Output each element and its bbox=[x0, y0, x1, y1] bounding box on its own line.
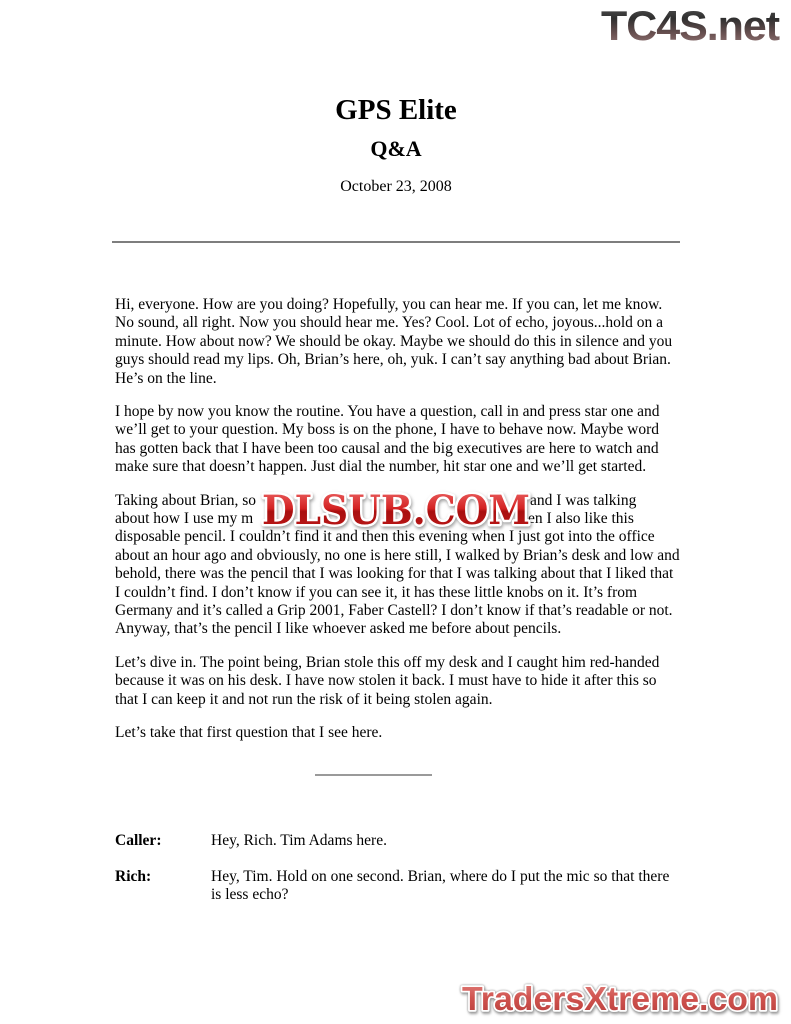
line-fragment-right: en I also like this bbox=[528, 510, 634, 528]
dialogue-section bbox=[115, 832, 681, 922]
section-divider bbox=[315, 774, 432, 776]
speaker-label: Caller: bbox=[115, 832, 162, 849]
document-title: GPS Elite bbox=[335, 94, 457, 126]
paragraph: I hope by now you know the routine. You have a question, call in and press star one and we’ll get to your question. My boss is on the phone, I have to behave now. Maybe word has gotten back that I have been too causal and the big executives are here to watch and make sure that doesn’t happen. Just dial the number, hit star one and we’ll get started. bbox=[115, 403, 660, 476]
dialogue-text bbox=[211, 868, 681, 905]
document-subtitle: Q&A bbox=[370, 136, 422, 161]
speaker-label: Rich: bbox=[115, 868, 152, 885]
dlsub-watermark-text: DLSUB.COM bbox=[262, 487, 530, 534]
tc4s-logo-text: TC4S.net bbox=[601, 2, 781, 49]
document-date: October 23, 2008 bbox=[340, 178, 452, 195]
line-fragment-right: and I was talking bbox=[530, 491, 637, 509]
header-divider bbox=[112, 241, 680, 243]
dlsub-watermark bbox=[250, 483, 542, 537]
line-fragment-left: Taking about Brian, so bbox=[115, 491, 256, 509]
dialogue-line: is less echo? bbox=[211, 886, 289, 904]
tc4s-logo bbox=[595, 2, 785, 50]
line-fragment-left: about how I use my m bbox=[115, 510, 254, 528]
tradersxtreme-logo-text: TradersXtreme.com bbox=[462, 980, 778, 1017]
paragraph: Let’s take that first question that I see here. bbox=[115, 724, 383, 742]
dialogue-line: Hey, Tim. Hold on one second. Brian, where do I put the mic so that there bbox=[211, 868, 670, 885]
paragraph: Hi, everyone. How are you doing? Hopefully, you can hear me. If you can, let me know. No sound, all right. Now you should hear me. Yes? Cool. Lot of echo, joyous...hold on a minute. How about now? We should be okay. Maybe we should do this in silence and you guys should read my lips. Oh, Brian’s here, oh, yuk. I can’t say anything bad about Brian. He’s on the line. bbox=[115, 296, 673, 387]
dialogue-line: Hey, Rich. Tim Adams here. bbox=[211, 832, 387, 849]
paragraph: disposable pencil. I couldn’t find it and then this evening when I just got into the office about an hour ago and obviously, no one is here still, I walked by Brian’s desk and low and behold, there was the pencil that I was looking for that I was talking about that I liked that I couldn’t find. I don’t know if you can see it, it has these little knobs on it. It’s from Germany and it’s called a Grip 2001, Faber Castell? I don’t know if that’s readable or not. Anyway, that’s the pencil I like whoever asked me before about pencils. bbox=[115, 528, 680, 638]
tradersxtreme-logo bbox=[452, 977, 788, 1023]
dialogue-row bbox=[115, 832, 681, 850]
dialogue-row bbox=[115, 868, 681, 905]
paragraph: Let’s dive in. The point being, Brian stole this off my desk and I caught him red-handed because it was on his desk. I have now stolen it back. I must have to hide it after this so that I can keep it and not run the risk of it being stolen again. bbox=[115, 653, 660, 708]
dialogue-text bbox=[211, 832, 681, 850]
